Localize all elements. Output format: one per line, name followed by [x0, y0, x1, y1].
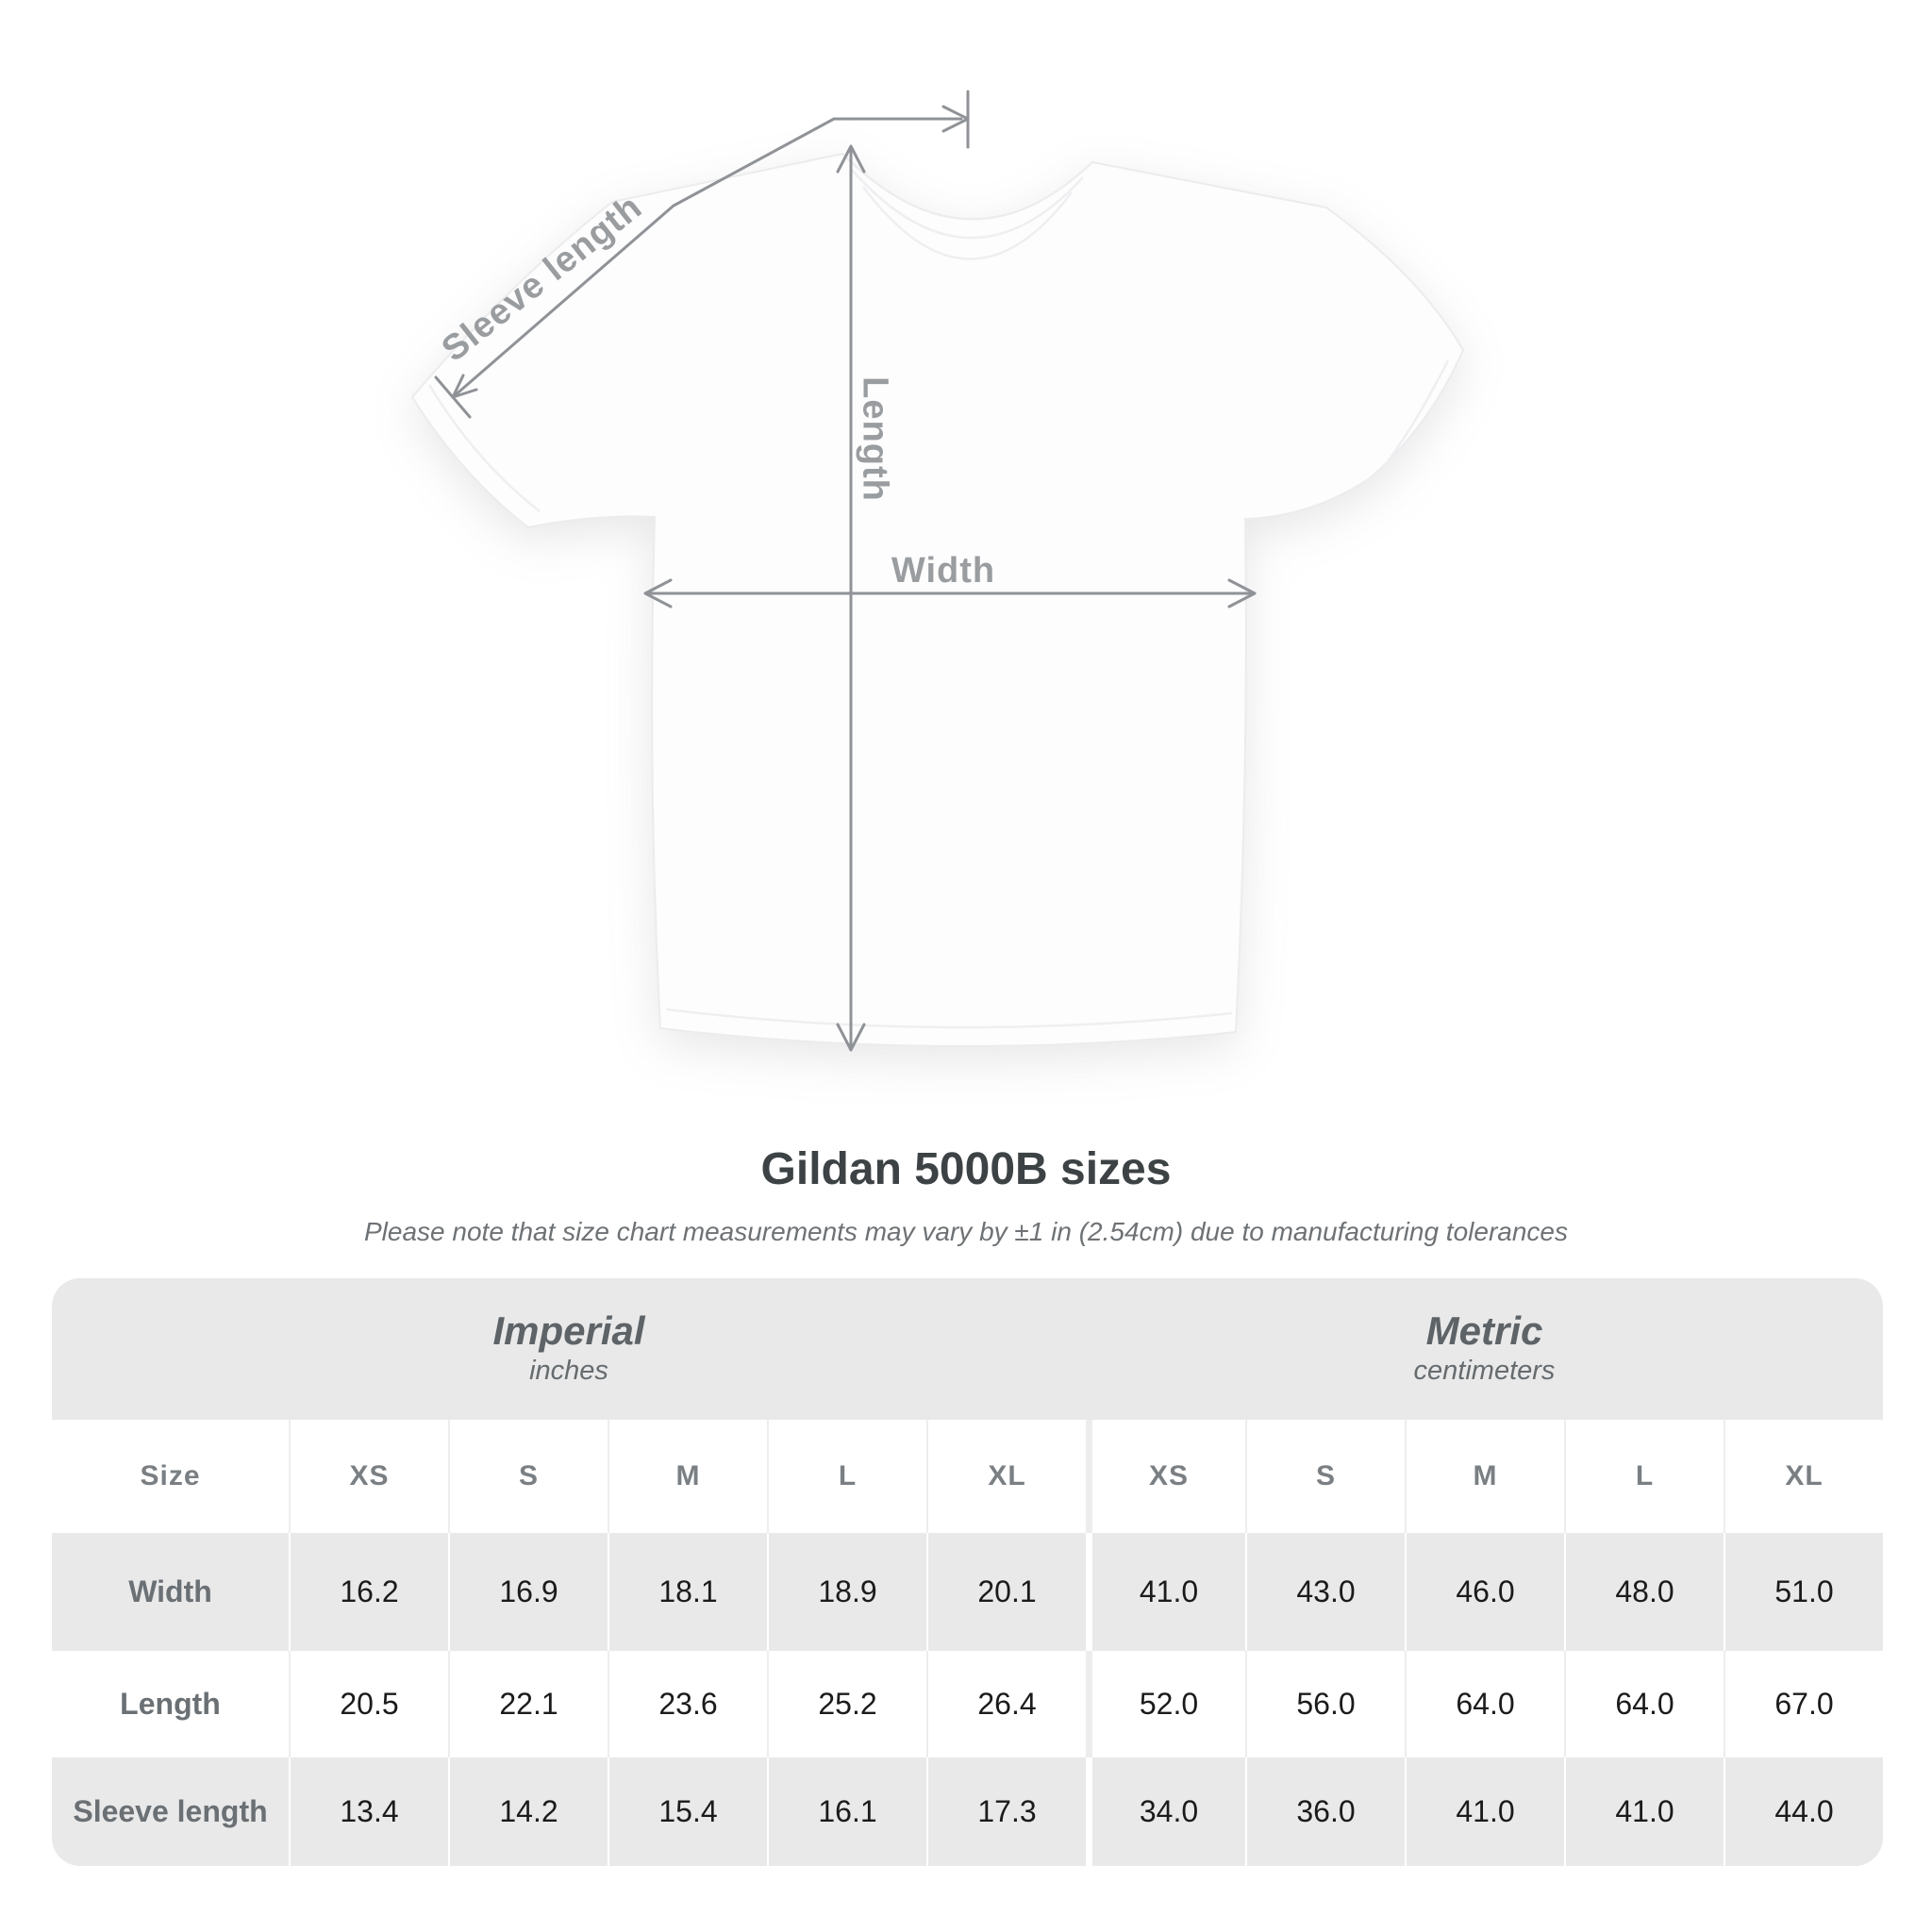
sleeve-imperial-m: 15.4 — [608, 1757, 767, 1866]
size-header-row — [52, 1420, 1883, 1533]
size-header-metric-xs: XS — [1086, 1420, 1245, 1533]
size-corner-label: Size — [140, 1460, 201, 1491]
width-imperial-m: 18.1 — [608, 1533, 767, 1651]
width-metric-m: 46.0 — [1405, 1533, 1564, 1651]
size-table — [52, 1278, 1883, 1866]
row-label-sleeve-length: Sleeve length — [73, 1794, 268, 1828]
table-row-length — [52, 1651, 1883, 1757]
unit-header-band — [52, 1278, 1883, 1420]
length-imperial-xs: 20.5 — [289, 1651, 448, 1757]
metric-unit: centimeters — [1413, 1356, 1556, 1387]
tolerance-note: Please note that size chart measurements may vary by ±1 in (2.54cm) due to manufacturing tolerances — [364, 1217, 1568, 1246]
size-header-metric-l: L — [1564, 1420, 1724, 1533]
size-header-metric-m: M — [1405, 1420, 1564, 1533]
width-metric-s: 43.0 — [1245, 1533, 1405, 1651]
sleeve-imperial-l: 16.1 — [767, 1757, 926, 1866]
width-label: Width — [891, 551, 996, 591]
table-row-sleeve-length — [52, 1757, 1883, 1866]
length-label: Length — [855, 376, 895, 502]
sleeve-imperial-xl: 17.3 — [926, 1757, 1086, 1866]
width-metric-xl: 51.0 — [1724, 1533, 1883, 1651]
length-metric-xs: 52.0 — [1086, 1651, 1245, 1757]
table-row-width — [52, 1533, 1883, 1651]
width-imperial-xs: 16.2 — [289, 1533, 448, 1651]
tshirt-image — [412, 154, 1463, 1046]
size-header-imperial-l: L — [767, 1420, 926, 1533]
sleeve-imperial-xs: 13.4 — [289, 1757, 448, 1866]
imperial-unit: inches — [529, 1356, 608, 1387]
metric-header — [1086, 1278, 1883, 1420]
width-imperial-s: 16.9 — [448, 1533, 608, 1651]
width-metric-l: 48.0 — [1564, 1533, 1724, 1651]
length-metric-xl: 67.0 — [1724, 1651, 1883, 1757]
length-imperial-xl: 26.4 — [926, 1651, 1086, 1757]
size-header-imperial-s: S — [448, 1420, 608, 1533]
sleeve-imperial-s: 14.2 — [448, 1757, 608, 1866]
length-metric-s: 56.0 — [1245, 1651, 1405, 1757]
length-imperial-s: 22.1 — [448, 1651, 608, 1757]
sleeve-length-label: Sleeve length — [434, 187, 650, 370]
length-metric-l: 64.0 — [1564, 1651, 1724, 1757]
imperial-name: Imperial — [492, 1308, 645, 1353]
sleeve-metric-s: 36.0 — [1245, 1757, 1405, 1866]
row-label-length: Length — [120, 1687, 221, 1721]
size-header-metric-xl: XL — [1724, 1420, 1883, 1533]
length-imperial-l: 25.2 — [767, 1651, 926, 1757]
length-imperial-m: 23.6 — [608, 1651, 767, 1757]
sleeve-metric-xs: 34.0 — [1086, 1757, 1245, 1866]
width-imperial-l: 18.9 — [767, 1533, 926, 1651]
sleeve-metric-xl: 44.0 — [1724, 1757, 1883, 1866]
page-title: Gildan 5000B sizes — [760, 1144, 1172, 1194]
metric-name: Metric — [1425, 1308, 1543, 1353]
sleeve-metric-l: 41.0 — [1564, 1757, 1724, 1866]
imperial-header — [52, 1278, 1086, 1420]
row-label-width: Width — [128, 1574, 212, 1608]
width-metric-xs: 41.0 — [1086, 1533, 1245, 1651]
length-metric-m: 64.0 — [1405, 1651, 1564, 1757]
size-header-imperial-xl: XL — [926, 1420, 1086, 1533]
size-header-imperial-m: M — [608, 1420, 767, 1533]
size-header-imperial-xs: XS — [289, 1420, 448, 1533]
sleeve-metric-m: 41.0 — [1405, 1757, 1564, 1866]
size-header-metric-s: S — [1245, 1420, 1405, 1533]
width-imperial-xl: 20.1 — [926, 1533, 1086, 1651]
